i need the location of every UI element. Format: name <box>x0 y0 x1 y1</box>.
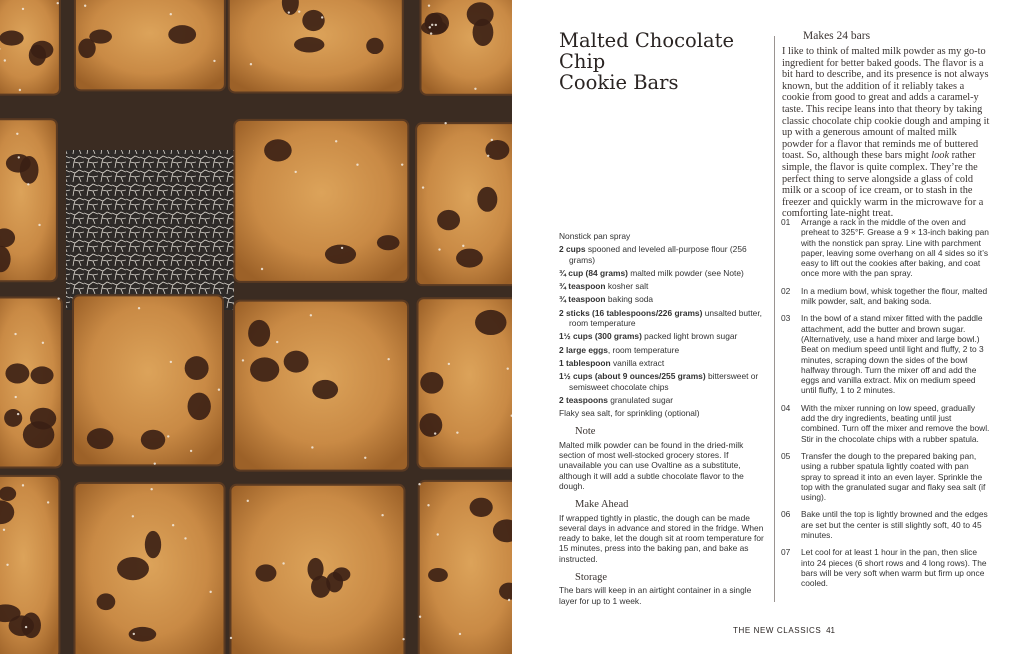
ingredient-item <box>559 281 764 291</box>
sea-salt-flake <box>438 248 440 250</box>
ingredient-amount: 2 teaspoons <box>559 394 608 405</box>
sea-salt-flake <box>261 268 263 270</box>
sea-salt-flake <box>3 529 5 531</box>
cookie-bar <box>0 119 57 281</box>
sea-salt-flake <box>17 413 19 415</box>
chocolate-chip <box>30 408 56 430</box>
chocolate-chip <box>255 564 276 581</box>
sea-salt-flake <box>213 60 215 62</box>
ingredient-amount: ¾ cup (84 grams) <box>559 267 628 278</box>
sea-salt-flake <box>508 599 510 601</box>
chocolate-chip <box>248 320 270 347</box>
step-number: 06 <box>781 509 791 520</box>
chocolate-chip <box>168 25 196 44</box>
ingredient-item <box>559 408 764 418</box>
cookie-bar <box>418 481 512 654</box>
sea-salt-flake <box>230 637 232 639</box>
chocolate-chip <box>29 45 46 66</box>
chocolate-chip <box>420 372 443 394</box>
sea-salt-flake <box>402 638 404 640</box>
sea-salt-flake <box>150 488 152 490</box>
step-text: Transfer the dough to the prepared baking pan, using a rubber spatula lightly coated with pan spray to spread it into an even layer. Sprinkle the top with the granulated sugar and flaky sea salt (if using). <box>801 450 986 503</box>
chocolate-chip <box>185 356 209 380</box>
step-text: In the bowl of a stand mixer fitted with the paddle attachment, add the butter and brown sugar. (Alternatively, use a hand mixer and large bowl.) Beat on medium speed until light and fluffy, 2 to 3 minutes, scraping down the sides of the bowl halfway through. Turn the mixer off and add the eggs and vanilla extract. Mix on medium speed until fluffy, 1 to 2 minutes. <box>801 313 984 396</box>
chocolate-chip <box>188 393 211 421</box>
intro-text-2: rather simple, the flavor is quite complex. They’re the perfect thing to serve alongside a glass of cold milk or a scoop of ice cream, or to stash in the freezer and quickly warm in the microwave for a comforting late-night treat. <box>782 150 984 220</box>
sea-salt-flake <box>190 450 192 452</box>
note-heading: Note <box>575 426 596 438</box>
chocolate-chip <box>97 593 116 610</box>
sea-salt-flake <box>288 11 290 13</box>
method-steps <box>781 217 991 596</box>
chocolate-chip <box>377 235 400 250</box>
step-number: 04 <box>781 402 791 413</box>
chocolate-chip <box>470 498 493 517</box>
chocolate-chip <box>325 245 356 264</box>
sea-salt-flake <box>4 59 6 61</box>
sea-salt-flake <box>184 537 186 539</box>
step-number: 03 <box>781 313 791 324</box>
sea-salt-flake <box>218 389 220 391</box>
ingredients-column <box>559 231 764 606</box>
step-item <box>781 451 991 502</box>
cookie-bar <box>234 301 408 471</box>
step-text: Let cool for at least 1 hour in the pan, then slice into 24 pieces (6 short rows and 4 long rows). The bars will be very soft when warm but firm up once cooled. <box>801 547 987 589</box>
ingredient-text: packed light brown sugar <box>641 331 738 342</box>
sea-salt-flake <box>448 363 450 365</box>
chocolate-chip <box>366 38 383 54</box>
chocolate-chip <box>428 568 448 582</box>
sea-salt-flake <box>27 183 29 185</box>
ingredient-item <box>559 231 764 241</box>
sea-salt-flake <box>294 171 296 173</box>
ingredient-text: malted milk powder (see Note) <box>627 267 744 278</box>
sea-salt-flake <box>250 63 252 65</box>
sea-salt-flake <box>434 432 436 434</box>
chocolate-chip <box>0 31 24 46</box>
sea-salt-flake <box>422 186 424 188</box>
chocolate-chip <box>87 428 114 449</box>
ingredient-text: Flaky sea salt, for sprinkling (optional) <box>559 408 700 419</box>
cookie-bar <box>0 0 60 95</box>
cookie-bar <box>75 0 225 90</box>
chocolate-chip <box>117 557 149 580</box>
ingredient-amount: 2 sticks (16 tablespoons/226 grams) <box>559 307 703 318</box>
sea-salt-flake <box>462 245 464 247</box>
ingredient-item <box>559 395 764 405</box>
sea-salt-flake <box>429 26 431 28</box>
sea-salt-flake <box>242 359 244 361</box>
sea-salt-flake <box>437 533 439 535</box>
sea-salt-flake <box>456 431 458 433</box>
note-text: Malted milk powder can be found in the dried-milk section of most well-stocked grocery stores. If unavailable you can use Ovaltine as a substitute, although it will add a subtle chocolate flavor to the dough. <box>559 439 744 491</box>
sea-salt-flake <box>15 396 17 398</box>
chocolate-chip <box>264 139 292 161</box>
step-text: In a medium bowl, whisk together the flour, malted milk powder, salt, and baking soda. <box>801 285 988 307</box>
recipe-title-line-1: Malted Chocolate Chip <box>559 29 735 73</box>
step-number: 02 <box>781 285 791 296</box>
ingredient-amount: ¾ teaspoon <box>559 294 606 305</box>
sea-salt-flake <box>154 462 156 464</box>
chocolate-chip <box>456 249 483 268</box>
ingredient-item <box>559 371 764 392</box>
chocolate-chip <box>475 310 506 335</box>
sea-salt-flake <box>401 163 403 165</box>
sea-salt-flake <box>209 591 211 593</box>
sea-salt-flake <box>167 435 169 437</box>
step-item <box>781 509 991 540</box>
ingredient-item <box>559 268 764 278</box>
sea-salt-flake <box>341 247 343 249</box>
chocolate-chip <box>419 413 442 437</box>
chocolate-chip <box>294 37 324 52</box>
step-item <box>781 217 991 279</box>
sea-salt-flake <box>22 8 24 10</box>
sea-salt-flake <box>364 457 366 459</box>
ingredient-amount: 1 tablespoon <box>559 357 611 368</box>
chocolate-chip <box>89 30 112 44</box>
sea-salt-flake <box>387 358 389 360</box>
chocolate-chip <box>5 363 29 383</box>
cookie-bar <box>421 0 512 95</box>
column-divider <box>774 36 775 602</box>
sea-salt-flake <box>474 88 476 90</box>
sea-salt-flake <box>282 562 284 564</box>
sea-salt-flake <box>310 314 312 316</box>
sea-salt-flake <box>132 515 134 517</box>
chocolate-chip <box>467 2 494 26</box>
sea-salt-flake <box>170 361 172 363</box>
cookie-bar <box>0 476 59 654</box>
sea-salt-flake <box>133 633 135 635</box>
page-footer <box>733 626 835 635</box>
step-item <box>781 547 991 588</box>
sea-salt-flake <box>25 626 27 628</box>
sea-salt-flake <box>19 89 21 91</box>
ingredient-text: Nonstick pan spray <box>559 231 631 241</box>
sea-salt-flake <box>276 341 278 343</box>
cookie-bar <box>418 298 512 468</box>
ingredient-text: granulated sugar <box>607 394 674 405</box>
sea-salt-flake <box>57 297 59 299</box>
make-ahead-text: If wrapped tightly in plastic, the dough can be made several days in advance and stored in the fridge. When ready to bake, let the dough sit at room temperature for 15 minutes, press into the baking pan, and bake as instructed. <box>559 512 764 564</box>
chocolate-chip <box>425 13 449 34</box>
recipe-yield: Makes 24 bars <box>803 30 871 42</box>
ingredient-amount: 1½ cups (300 grams) <box>559 331 642 342</box>
step-item <box>781 286 991 307</box>
chocolate-chip <box>21 612 41 638</box>
ingredient-text: vanilla extract <box>610 357 665 368</box>
chocolate-chip <box>485 140 509 160</box>
footer-section-title: THE NEW CLASSICS <box>733 626 822 635</box>
sea-salt-flake <box>418 483 420 485</box>
sea-salt-flake <box>311 446 313 448</box>
step-item <box>781 313 991 395</box>
step-text: Bake until the top is lightly browned and the edges are set but the center is still slightly soft, 40 to 45 minutes. <box>801 509 988 541</box>
sea-salt-flake <box>444 122 446 124</box>
chocolate-chip <box>4 409 22 427</box>
sea-salt-flake <box>84 5 86 7</box>
sea-salt-flake <box>430 32 432 34</box>
baking-pan-surface <box>66 150 234 310</box>
sea-salt-flake <box>42 342 44 344</box>
chocolate-chip <box>333 567 350 581</box>
cookie-bar <box>75 483 225 654</box>
storage-text: The bars will keep in an airtight container in a single layer for up to 1 week. <box>559 585 752 606</box>
sea-salt-flake <box>487 155 489 157</box>
step-text: With the mixer running on low speed, gradually add the dry ingredients, beating until just combined. Turn off the mixer and remove the bowl. Stir in the chocolate chips with a rubber spatula. <box>801 402 990 444</box>
ingredient-item <box>559 294 764 304</box>
chocolate-chip <box>308 558 324 581</box>
ingredient-text: bittersweet or semisweet chocolate chips <box>569 371 759 392</box>
step-number: 01 <box>781 217 791 227</box>
intro-text-1: I like to think of malted milk powder as my go-to ingredient for better baked goods. The flavor is a bit hard to describe, and its presence is not always known, but the addition of it reliably takes a cookie from good to great and adds a caramel-y taste. This recipe leans into that theory by taking classic chocolate chip cookie dough and amping it up with a generous amount of malted milk powder for a flavor that reminds me of buttered toast. So, although these bars might <box>782 46 990 162</box>
sea-salt-flake <box>172 524 174 526</box>
recipe-title <box>559 30 774 93</box>
cookie-bar <box>73 295 223 465</box>
recipe-title-line-2: Cookie Bars <box>559 71 679 94</box>
sea-salt-flake <box>321 16 323 18</box>
sea-salt-flake <box>38 224 40 226</box>
sea-salt-flake <box>298 10 300 12</box>
ingredient-item <box>559 345 764 355</box>
step-item <box>781 403 991 444</box>
ingredient-item <box>559 244 764 265</box>
chocolate-chip <box>437 210 460 230</box>
sea-salt-flake <box>57 2 59 4</box>
chocolate-chip <box>312 380 338 399</box>
sea-salt-flake <box>427 504 429 506</box>
ingredient-amount: 2 large eggs <box>559 344 608 355</box>
sea-salt-flake <box>22 484 24 486</box>
ingredient-text: , room temperature <box>607 344 680 355</box>
sea-salt-flake <box>356 163 358 165</box>
sea-salt-flake <box>335 140 337 142</box>
storage-heading: Storage <box>575 572 608 584</box>
sea-salt-flake <box>16 133 18 135</box>
sea-salt-flake <box>459 633 461 635</box>
cookie-bar <box>0 297 62 467</box>
sea-salt-flake <box>381 514 383 516</box>
ingredient-text: unsalted butter, room temperature <box>569 307 762 329</box>
sea-salt-flake <box>507 367 509 369</box>
make-ahead-heading: Make Ahead <box>575 499 629 511</box>
sea-salt-flake <box>431 24 433 26</box>
ingredient-amount: 2 cups <box>559 244 586 255</box>
ingredient-amount: ¾ teaspoon <box>559 281 606 292</box>
cookie-bar <box>416 122 512 285</box>
chocolate-chip <box>284 351 309 373</box>
sea-salt-flake <box>138 307 140 309</box>
sea-salt-flake <box>47 501 49 503</box>
sea-salt-flake <box>435 24 437 26</box>
ingredient-item <box>559 308 764 329</box>
ingredient-amount: 1½ cups (about 9 ounces/255 grams) <box>559 371 706 382</box>
sea-salt-flake <box>6 564 8 566</box>
chocolate-chip <box>302 10 324 31</box>
recipe-page <box>512 0 1024 654</box>
ingredient-text: kosher salt <box>605 281 649 292</box>
chocolate-chip <box>141 430 165 450</box>
ingredient-item <box>559 331 764 341</box>
recipe-intro <box>782 46 990 220</box>
step-number: 05 <box>781 450 791 461</box>
chocolate-chip <box>477 187 497 212</box>
ingredient-text: spooned and leveled all-purpose flour (256 grams) <box>569 244 747 265</box>
step-text: Arrange a rack in the middle of the oven and preheat to 325°F. Grease a 9 × 13-inch baking pan with the nonstick pan spray. Line with parchment paper, leaving some overhang on all 4 sides so it’s easy to lift out the cookies after baking, and coat once more with the pan spray. <box>801 217 989 279</box>
ingredient-text: baking soda <box>605 294 654 305</box>
chocolate-chip <box>145 531 161 558</box>
sea-salt-flake <box>170 13 172 15</box>
step-number: 07 <box>781 547 791 558</box>
cookie-bar <box>229 0 403 92</box>
ingredient-item <box>559 358 764 368</box>
sea-salt-flake <box>14 333 16 335</box>
sea-salt-flake <box>18 156 20 158</box>
cookie-bar <box>230 485 405 654</box>
sea-salt-flake <box>428 4 430 6</box>
sea-salt-flake <box>419 616 421 618</box>
sea-salt-flake <box>491 139 493 141</box>
ingredients-list <box>559 231 764 418</box>
sea-salt-flake <box>247 500 249 502</box>
chocolate-chip <box>31 366 54 384</box>
intro-emphasis: look <box>931 150 950 162</box>
cookie-bar <box>234 120 408 282</box>
page-number: 41 <box>826 626 836 635</box>
chocolate-chip <box>250 357 279 381</box>
